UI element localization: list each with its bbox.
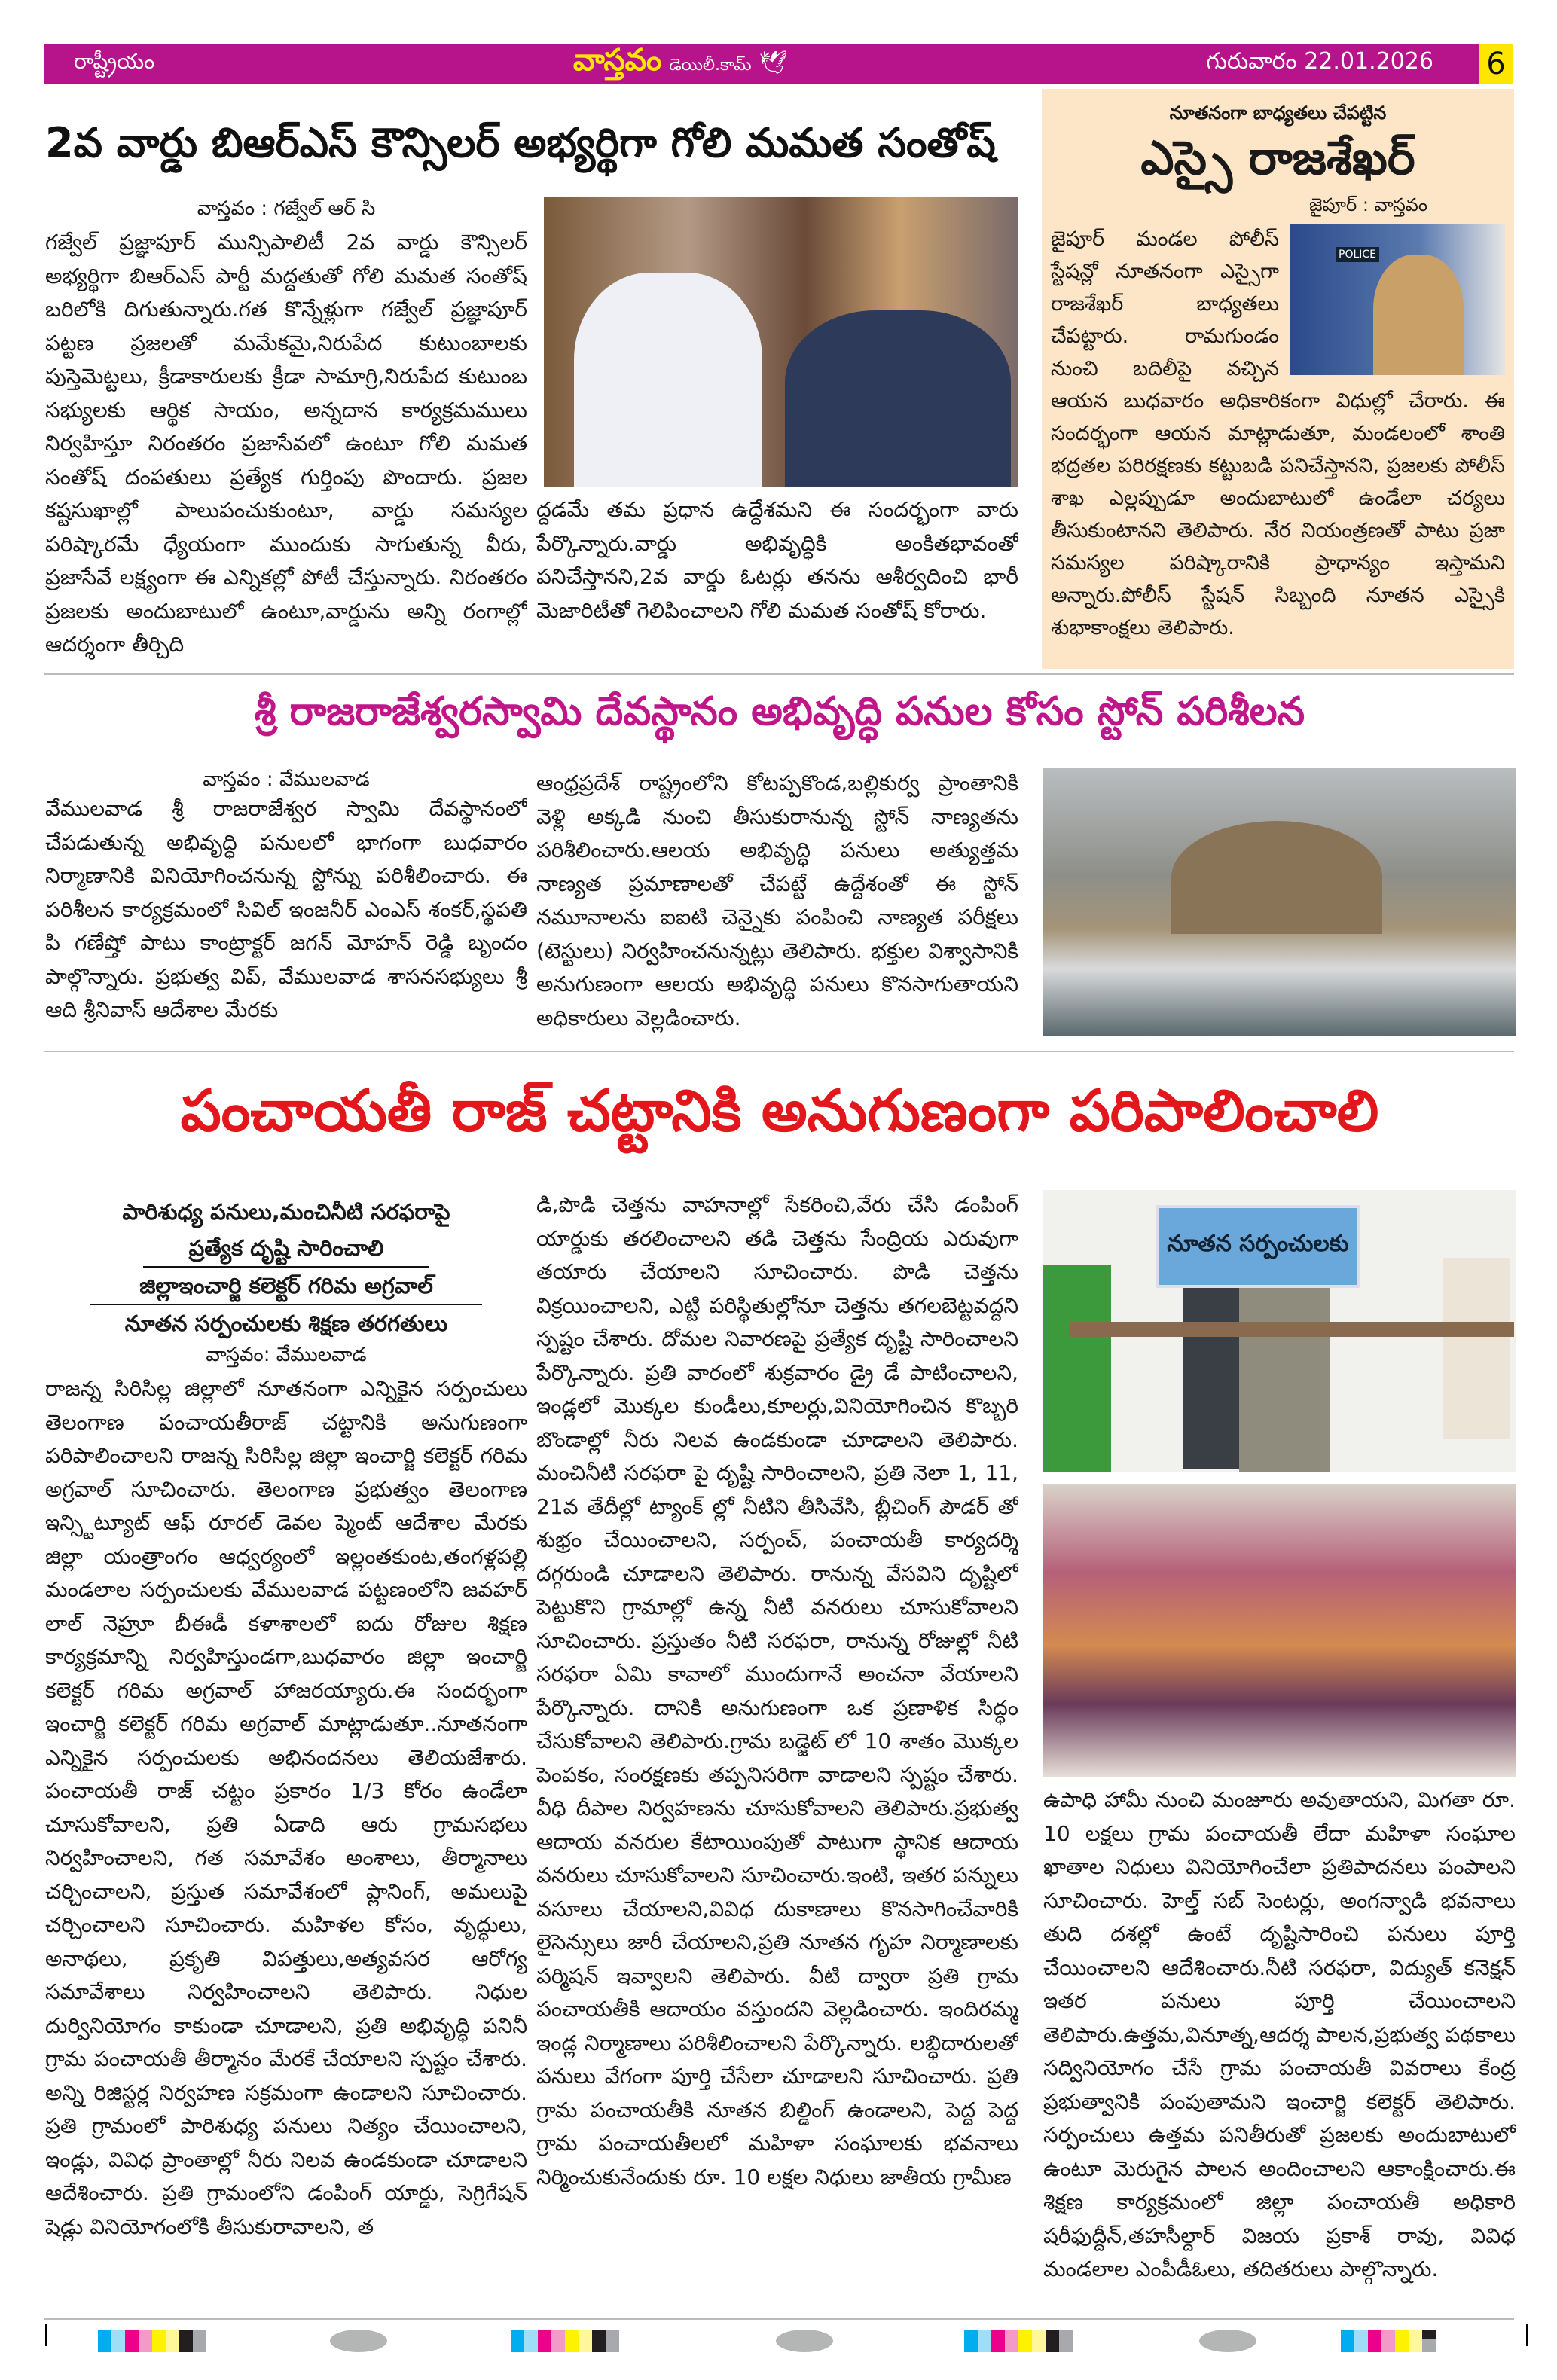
color-bar [98, 2330, 206, 2352]
color-bar [1341, 2330, 1436, 2352]
article1-col1: గజ్వేల్ ప్రజ్ఞాపూర్ మున్సిపాలిటీ 2వ వార్డు కౌన్సిలర్ అభ్యర్థిగా బిఆర్ఎస్ పార్టీ మద్దతుతో గోలి మమత సంతోష్ బరిలోకి దిగుతున్నారు.గత కొన్నేళ్లుగా గజ్వేల్ ప్రజ్ఞాపూర్ పట్టణ ప్రజలతో మమేకమై,నిరుపేద కుటుంబాలకు పుస్తెమెట్టలు, క్రీడాకారులకు క్రీడా సామాగ్రి,నిరుపేద కుటుంబ సభ్యులకు ఆర్థిక సాయం, అన్నదాన కార్యక్రమములు నిర్వహిస్తూ నిరంతరం ప్రజాసేవలో ఉంటూ గోలి మమత సంతోష్ దంపతులు ప్రత్యేక గుర్తింపు పొందారు. ప్రజల కష్టసుఖాల్లో పాలుపంచుకుంటూ, వార్డు సమస్యల పరిష్కారమే ధ్యేయంగా ముందుకు సాగుతున్న వీరు, ప్రజాసేవే లక్ష్యంగా ఈ ఎన్నికల్లో పోటీ చేస్తున్నారు. నిరంతరం ప్రజలకు అందుబాటులో ఉంటూ,వార్డును అన్ని రంగాల్లో ఆదర్శంగా తీర్చిది [45, 230, 527, 657]
crop-mark [45, 2324, 68, 2346]
subhead-2 [143, 1230, 429, 1268]
article3-col2: డి,పొడి చెత్తను వాహనాల్లో సేకరించి,వేరు చేసి డంపింగ్ యార్డుకు తరలించాలని తడి చెత్తను సేంద్రియ ఎరువుగా తయారు చేయాలని సూచించారు. పొడి చెత్తను విక్రయించాలని, ఎట్టి పరిస్థితుల్లోనూ చెత్తను తగలబెట్టవద్దని స్పష్టం చేశారు. దోమల నివారణపై ప్రత్యేక దృష్టి సారించాలని పేర్కొన్నారు. ప్రతి వారంలో శుక్రవారం డ్రై డే పాటించాలని, ఇండ్లలో మొక్కల కుండీలు,కూలర్లు,వినియోగించిన కొబ్బరి బొండాల్లో నీరు నిలవ ఉండకుండా చూడాలని తెలిపారు. మంచినీటి సరఫరా పై దృష్టి సారించాలని, ప్రతి నెలా 1, 11, 21వ తేదీల్లో ట్యాంక్ ల్లో నీటిని తీసివేసి, బ్లీచింగ్ పౌడర్ తో శుభ్రం చేయించాలని, సర్పంచ్, పంచాయతీ కార్యదర్శి దగ్గరుండి చూడాలని తెలిపారు. రానున్న వేసవిని దృష్టిలో పెట్టుకొని గ్రామాల్లో ఉన్న నీటి వనరులు చూసుకోవాలని సూచించారు. ప్రస్తుతం నీటి సరఫరా, రానున్న రోజుల్లో నీటి సరఫరా ఏమి కావాలో ముందుగానే అంచనా వేయాలని పేర్కొన్నారు. దానికి అనుగుణంగా ఒక ప్రణాళిక సిద్ధం చేసుకోవాలని తెలిపారు.గ్రామ బడ్జెట్ లో 10 శాతం మొక్కల పెంపకం, సంరక్షణకు తప్పనిసరిగా వాడాలని స్పష్టం చేశారు. వీధి దీపాల నిర్వహణను చూసుకోవాలని తెలిపారు.ప్రభుత్వ ఆదాయ వనరుల కేటాయింపుతో పాటుగా స్థానిక ఆదాయ వనరులు చూసుకోవాలని సూచించారు.ఇంటి, ఇతర పన్నులు వసూలు చేయాలని,వివిధ దుకాణాలు కొనసాగించేవారికి లైసెన్సులు జారీ చేయాలని,ప్రతి నూతన గృహ నిర్మాణాలకు పర్మిషన్ ఇవ్వాలని తెలిపారు. వీటి ద్వారా ప్రతి గ్రామ పంచాయతీకి ఆదాయం వస్తుందని వెల్లడించారు. ఇందిరమ్మ ఇండ్ల నిర్మాణాలు పరిశీలించాలని పేర్కొన్నారు. లబ్ధిదారులతో పనులు వేగంగా పూర్తి చేసేలా చూడాలని సూచించారు. ప్రతి గ్రామ పంచాయతీకి నూతన బిల్డింగ్ ఉండాలని, పెద్ద పెద్ద గ్రామ పంచాయతీలలో మహిళా సంఘాలకు భవనాలు నిర్మించుకునేందుకు రూ. 10 లక్షల నిధులు జాతీయ గ్రామీణ [536, 1192, 1018, 2189]
page-header-band [44, 44, 1479, 84]
color-bar [964, 2330, 1073, 2352]
masthead [573, 43, 788, 85]
subhead-4 [45, 1305, 527, 1341]
collector-speaking-photo [1043, 1190, 1516, 1472]
banner-text: నూతన సర్పంచులకు [1167, 1231, 1349, 1257]
masthead-sub: డెయిలీ.కామ్ [669, 56, 752, 75]
masthead-logo: వాస్తవం [572, 43, 662, 78]
si-body: జైపూర్ మండల పోలీస్ స్టేషన్లో నూతనంగా ఎస్సైగా రాజశేఖర్ బాధ్యతలు చేపట్టారు. రామగుండం నుంచి బదిలీపై వచ్చిన ఆయన బుధవారం అధికారికంగా విధుల్లో చేరారు. ఈ సందర్భంగా ఆయన మాట్లాడుతూ, మండలంలో శాంతి భద్రతల పరిరక్షణకు కట్టుబడి పనిచేస్తానని, ప్రజలకు పోలీస్ శాఖ ఎల్లప్పుడూ అందుబాటులో ఉండేలా చర్యలు తీసుకుంటానని తెలిపారు. నేర నియంత్రణతో పాటు ప్రజా సమస్యల పరిష్కారానికి ప్రాధాన్యం ఇస్తామని అన్నారు.పోలీస్ స్టేషన్ సిబ్బంది నూతన ఎస్సైకి శుభాకాంక్షలు తెలిపారు. [1051, 227, 1505, 639]
si-byline: జైపూర్ : వాస్తవం [1309, 194, 1428, 215]
section-name: రాష్ట్రీయం [74, 49, 155, 74]
registration-pill [330, 2330, 387, 2352]
si-headline: ఎస్సై రాజశేఖర్ [1140, 130, 1415, 185]
si-photo-spacer [1279, 223, 1505, 383]
page-number: 6 [1479, 44, 1513, 84]
stone-quarry-photo [1043, 768, 1516, 1036]
registration-pill [1199, 2330, 1256, 2352]
subhead-1 [45, 1194, 527, 1230]
article3-subheads [45, 1194, 527, 1368]
color-bar [511, 2330, 619, 2352]
article1-headline: 2వ వార్డు బిఆర్ఎస్ కౌన్సిలర్ అభ్యర్థిగా గోలి మమత సంతోష్ [45, 119, 996, 166]
subhead-3-text: జిల్లాఇంచార్జి కలెక్టర్ గరిమ అగ్రవాల్ [139, 1273, 433, 1298]
subhead-4-text: నూతన సర్పంచులకు శిక్షణ తరగతులు [124, 1311, 448, 1336]
si-kicker: నూతనంగా బాధ్యతలు చేపట్టిన [1169, 102, 1387, 124]
divider [44, 673, 1514, 675]
issue-date: గురువారం 22.01.2026 [1206, 48, 1433, 75]
candidate-couple-photo [544, 197, 1018, 487]
subhead-3 [90, 1268, 482, 1305]
si-text-area [1051, 223, 1505, 644]
divider [44, 1051, 1514, 1052]
sarpanch-audience-photo [1043, 1484, 1516, 1777]
footer-rule [44, 2318, 1514, 2320]
article3-col1: రాజన్న సిరిసిల్ల జిల్లాలో నూతనంగా ఎన్నికైన సర్పంచులు తెలంగాణ పంచాయతీరాజ్ చట్టానికి అనుగుణంగా పరిపాలించాలని రాజన్న సిరిసిల్ల జిల్లా ఇంచార్జి కలెక్టర్ గరిమ అగ్రవాల్ సూచించారు. తెలంగాణ ప్రభుత్వం తెలంగాణ ఇన్స్టిట్యూట్ ఆఫ్ రూరల్ డెవల ప్మెంట్ ఆదేశాల మేరకు జిల్లా యంత్రాంగం ఆధ్వర్యంలో ఇల్లంతకుంట,తంగళ్లపల్లి మండలాల సర్పంచులకు వేములవాడ పట్టణంలోని జవహర్ లాల్ నెహ్రూ బీఈడీ కళాశాలలో ఐదు రోజుల శిక్షణ కార్యక్రమాన్ని నిర్వహిస్తుండగా,బుధవారం జిల్లా ఇంచార్జి కలెక్టర్ గరిమ అగ్రవాల్ హాజరయ్యారు.ఈ సందర్భంగా ఇంచార్జి కలెక్టర్ గరిమ అగ్రవాల్ మాట్లాడుతూ..నూతనంగా ఎన్నికైన సర్పంచులకు అభినందనలు తెలియజేశారు. పంచాయతీ రాజ్ చట్టం ప్రకారం 1/3 కోరం ఉండేలా చూసుకోవాలని, ప్రతి ఏడాది ఆరు గ్రామసభలు నిర్వహించాలని, గత సమావేశం అంశాలు, తీర్మానాలు చర్చించాలని, ప్రస్తుత సమావేశంలో ప్లానింగ్, అమలుపై చర్చించాలని సూచించారు. మహిళల కోసం, వృద్ధులు, అనాథలు, ప్రకృతి విపత్తులు,అత్యవసర ఆరోగ్య సమావేశాలు నిర్వహించాలని తెలిపారు. నిధుల దుర్వినియోగం కాకుండా చూడాలని, ప్రతి అభివృద్ధి పనినీ గ్రామ పంచాయతీ తీర్మానం మేరకే చేయాలని స్పష్టం చేశారు. అన్ని రిజిస్టర్ల నిర్వహణ సక్రమంగా ఉండాలని సూచించారు. ప్రతి గ్రామంలో పారిశుధ్య పనులు నిత్యం చేయించాలని, ఇండ్లు, వివిధ ప్రాంతాల్లో నీరు నిలవ ఉండకుండా చూడాలని ఆదేశించారు. ప్రతి గ్రామంలోని డంపింగ్ యార్డు, సెగ్రిగేషన్ షెడ్లు వినియోగంలోకి తీసుకురావాలని, త [45, 1376, 527, 2239]
article1-col2: ద్దడమే తమ ప్రధాన ఉద్దేశమని ఈ సందర్భంగా వారు పేర్కొన్నారు.వార్డు అభివృద్ధికి అంకితభావంతో పనిచేస్తానని,2వ వార్డు ఓటర్లు తనను ఆశీర్వదించి భారీ మెజారిటీతో గెలిపించాలని గోలి మమత సంతోష్ కోరారు. [536, 497, 1018, 623]
bird-logo-icon: 🕊 [759, 50, 788, 76]
article3-col3: ఉపాధి హామీ నుంచి మంజూరు అవుతాయని, మిగతా రూ. 10 లక్షలు గ్రామ పంచాయతీ లేదా మహిళా సంఘాల ఖాతాల నిధులు వినియోగించేలా ప్రతిపాదనలు పంపాలని సూచించారు. హెల్త్ సబ్ సెంటర్లు, అంగన్వాడి భవనాలు తుది దశల్లో ఉంటే దృష్టిసారించి పనులు పూర్తి చేయించాలని ఆదేశించారు.నీటి సరఫరా, విద్యుత్ కనెక్షన్ ఇతర పనులు పూర్తి చేయించాలని తెలిపారు.ఉత్తమ,వినూత్న,ఆదర్శ పాలన,ప్రభుత్వ పథకాలు సద్వినియోగం చేసే గ్రామ పంచాయతీ వివరాలు కేంద్ర ప్రభుత్వానికి పంపుతామని ఇంచార్జి కలెక్టర్ తెలిపారు. సర్పంచులు ఉత్తమ పనితీరుతో ప్రజలకు అందుబాటులో ఉంటూ మెరుగైన పాలన అందించాలని ఆకాంక్షించారు.ఈ శిక్షణ కార్యక్రమంలో జిల్లా పంచాయతీ అధికారి షరీఫుద్దీన్,తహసీల్దార్ విజయ ప్రకాశ్ రావు, వివిధ మండలాల ఎంపీడీఓలు, తదితరులు పాల్గొన్నారు. [1043, 1787, 1516, 2281]
article1-byline: వాస్తవం : గజ్వేల్ ఆర్ సి [197, 197, 376, 220]
article3-byline: వాస్తవం: వేములవాడ [206, 1344, 367, 1366]
subhead-1-text: పారిశుధ్య పనులు,మంచినీటి సరఫరాపై [122, 1199, 450, 1225]
article2-col2: ఆంధ్రప్రదేశ్ రాష్ట్రంలోని కోటప్పకొండ,బల్లికుర్వ ప్రాంతానికి వెళ్లి అక్కడి నుంచి తీసుకురానున్న స్టోన్ నాణ్యతను పరిశీలించారు.ఆలయ అభివృద్ధి పనులు అత్యుత్తమ నాణ్యత ప్రమాణాలతో చేపట్టే ఉద్దేశంతో ఈ స్టోన్ నమూనాలను ఐఐటి చెన్నైకు పంపించి నాణ్యత పరీక్షలు (టెస్టులు) నిర్వహించనున్నట్లు తెలిపారు. భక్తుల విశ్వాసానికి అనుగుణంగా ఆలయ అభివృద్ధి పనులు కొనసాగుతాయని అధికారులు వెల్లడించారు. [536, 770, 1018, 1030]
si-sidebar-box [1042, 89, 1514, 669]
article2-headline: శ్రీ రాజరాజేశ్వరస్వామి దేవస్థానం అభివృద్ధి పనుల కోసం స్టోన్ పరిశీలన [254, 689, 1305, 734]
article3-headline: పంచాయతీ రాజ్ చట్టానికి అనుగుణంగా పరిపాలించాలి [180, 1077, 1379, 1144]
registration-pill [776, 2330, 833, 2352]
crop-mark [1526, 2324, 1549, 2346]
article2-col1: వేములవాడ శ్రీ రాజరాజేశ్వర స్వామి దేవస్థానంలో చేపడుతున్న అభివృద్ధి పనులలో భాగంగా బుధవారం నిర్మాణానికి వినియోగించనున్న స్టోన్ను పరిశీలించారు. ఈ పరిశీలన కార్యక్రమంలో సివిల్ ఇంజనీర్ ఎంఎస్ శంకర్,స్థపతి పి గణేష్తో పాటు కాంట్రాక్టర్ జగన్ మోహన్ రెడ్డి బృందం పాల్గొన్నారు. ప్రభుత్వ విప్, వేములవాడ శాసనసభ్యులు శ్రీ ఆది శ్రీనివాస్ ఆదేశాల మేరకు [45, 796, 527, 1022]
police-badge-label: POLICE [1336, 247, 1379, 262]
article2-byline: వాస్తవం : వేములవాడ [203, 768, 370, 791]
subhead-2-text: ప్రత్యేక దృష్టి సారించాలి [188, 1235, 384, 1261]
